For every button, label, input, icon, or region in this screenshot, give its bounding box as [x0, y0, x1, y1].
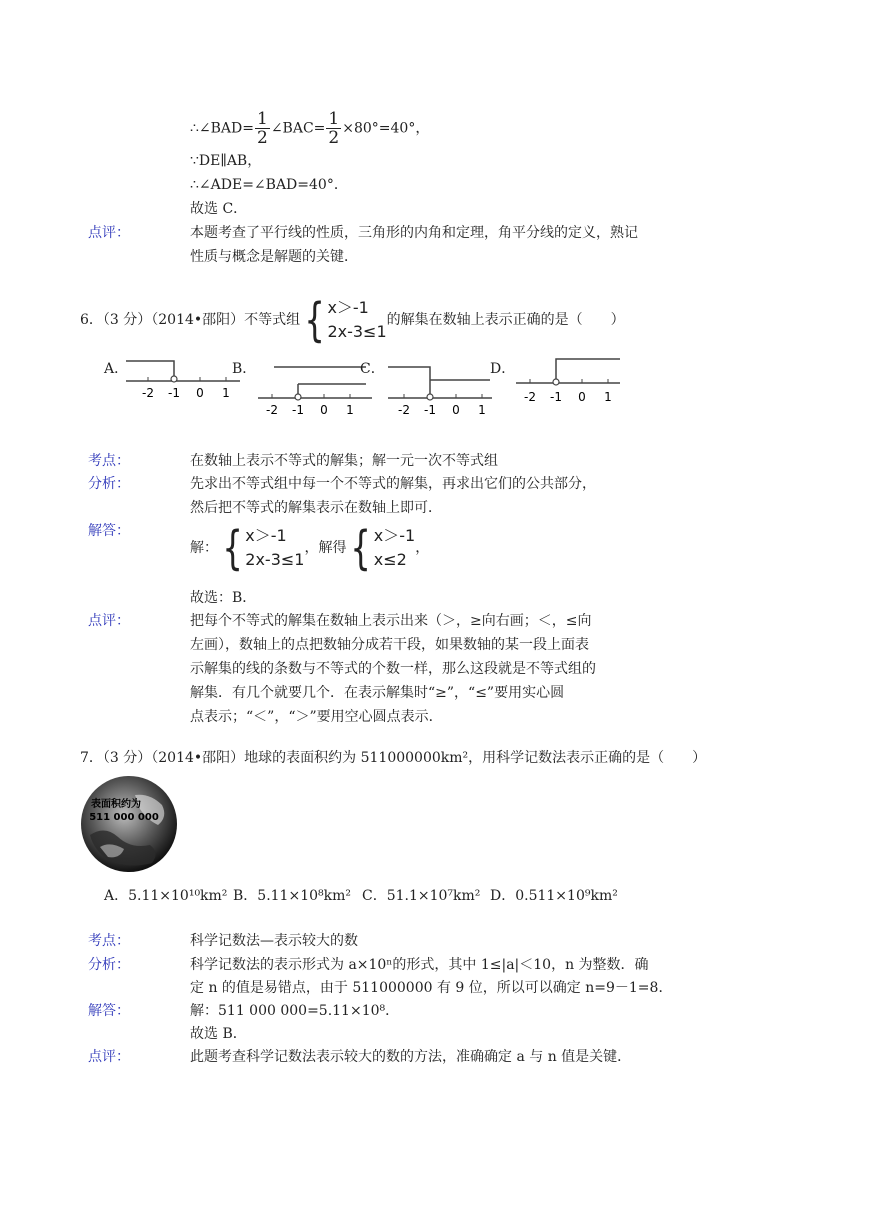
q6-answer: 故选：B．	[190, 590, 257, 606]
svg-text:1: 1	[478, 403, 486, 417]
svg-text:0: 0	[196, 386, 204, 400]
q5-comment-label: 点评：	[88, 225, 130, 241]
q7-jieda-l2: 故选 B．	[190, 1026, 247, 1042]
q7-fenxi-l1: 科学记数法的表示形式为 a×10ⁿ的形式，其中 1≤|a|＜10，n 为整数．确	[190, 957, 649, 973]
svg-text:-2: -2	[142, 386, 154, 400]
svg-text:0: 0	[452, 403, 460, 417]
q7-kaodian: 科学记数法—表示较大的数	[190, 933, 358, 949]
q5-comment-l1: 本题考查了平行线的性质，三角形的内角和定理，角平分线的定义，熟记	[190, 225, 638, 241]
globe-text-1: 表面积约为	[91, 799, 141, 810]
q7-pingping: 此题考查科学记数法表示较大的数的方法，准确确定 a 与 n 值是关键．	[190, 1049, 632, 1065]
q7-option-d: D．0.511×10⁹km²	[490, 888, 618, 904]
q6-jieda-label: 解答：	[88, 523, 130, 539]
svg-text:-2: -2	[398, 403, 410, 417]
q6-pp-l3: 示解集的线的条数与不等式的个数一样，那么这段就是不等式组的	[190, 661, 596, 677]
solution-system: { x＞-1 x≤2	[350, 521, 416, 575]
q7-stem: 7．（3 分）（2014•邵阳）地球的表面积约为 511000000km²，用科学记数法表示正确的是（ ）	[80, 750, 707, 766]
q6-pp-l2: 左画），数轴上的点把数轴分成若干段，如果数轴的某一段上面表	[190, 637, 589, 653]
svg-text:-1: -1	[550, 390, 562, 404]
q6-option-d-label: D．	[490, 361, 516, 377]
q6-fenxi-label: 分析：	[88, 476, 130, 492]
svg-text:0: 0	[320, 403, 328, 417]
q5-line4: 故选 C．	[190, 201, 248, 217]
svg-text:1: 1	[346, 403, 354, 417]
q6-solution: 解： { x＞-1 2x-3≤1 ，解得 { x＞-1 x≤2 ，	[190, 521, 430, 575]
q6-option-d-number-line	[514, 355, 624, 407]
q6-option-b-number-line	[256, 360, 376, 418]
globe-text-2: 511 000 000	[89, 812, 159, 823]
fraction-half: $\frac{1}{2}$	[328, 109, 340, 148]
inequality-system: { x＞-1 2x-3≤1	[222, 521, 305, 575]
q6-pp-l5: 点表示；“＜”，“＞”要用空心圆点表示．	[190, 709, 443, 725]
q6-kaodian-label: 考点：	[88, 453, 130, 469]
q7-jieda-label: 解答：	[88, 1003, 130, 1019]
q5-line2: ∵DE∥AB，	[190, 153, 262, 169]
svg-text:-2: -2	[524, 390, 536, 404]
svg-text:-1: -1	[424, 403, 436, 417]
q6-fenxi-l1: 先求出不等式组中每一个不等式的解集，再求出它们的公共部分，	[190, 476, 596, 492]
fraction-half: $\frac{1}{2}$	[257, 109, 268, 148]
q6-kaodian: 在数轴上表示不等式的解集；解一元一次不等式组	[190, 453, 498, 469]
q6-fenxi-l2: 然后把不等式的解集表示在数轴上即可．	[190, 500, 442, 516]
q6-pp-l4: 解集．有几个就要几个．在表示解集时“≥”，“≤”要用实心圆	[190, 685, 565, 701]
q6-pp-l1: 把每个不等式的解集在数轴上表示出来（＞，≥向右画；＜，≤向	[190, 613, 592, 629]
q7-jieda-l1: 解：511 000 000=5.11×10⁸．	[190, 1003, 400, 1019]
q6-option-c-label: C．	[360, 361, 385, 377]
q6-option-b-label: B．	[232, 361, 257, 377]
q7-option-a: A．5.11×10¹⁰km²	[104, 888, 228, 904]
svg-text:-2: -2	[266, 403, 278, 417]
q5-line3: ∴∠ADE=∠BAD=40°．	[190, 177, 348, 193]
q5-line1: ∴∠BAD= $\frac{1}{2}$ ∠BAC= $\frac{1}{2}$ ×80°=40°，	[190, 109, 430, 148]
q6-option-a-number-line	[124, 355, 244, 405]
svg-text:1: 1	[604, 390, 612, 404]
q6-pingping-label: 点评：	[88, 613, 130, 629]
q7-kaodian-label: 考点：	[88, 933, 130, 949]
q7-fenxi-label: 分析：	[88, 957, 130, 973]
q7-option-b: B．5.11×10⁸km²	[233, 888, 351, 904]
q5-comment-l2: 性质与概念是解题的关键．	[190, 249, 358, 265]
q7-pingping-label: 点评：	[88, 1049, 130, 1065]
svg-text:0: 0	[578, 390, 586, 404]
svg-text:1: 1	[222, 386, 230, 400]
q6-option-a-label: A．	[104, 361, 129, 377]
q7-option-c: C．51.1×10⁷km²	[362, 888, 481, 904]
q6-option-c-number-line	[386, 360, 506, 418]
svg-text:-1: -1	[292, 403, 304, 417]
earth-globe-image	[80, 775, 178, 873]
svg-text:-1: -1	[168, 386, 180, 400]
q6-stem: 6．（3 分）（2014•邵阳）不等式组 { x＞-1 2x-3≤1 的解集在数轴上表示正确的是（ ）	[80, 293, 625, 347]
inequality-system: { x＞-1 2x-3≤1	[304, 293, 387, 347]
q7-fenxi-l2: 定 n 的值是易错点，由于 511000000 有 9 位，所以可以确定 n=9－1=8．	[190, 980, 673, 996]
